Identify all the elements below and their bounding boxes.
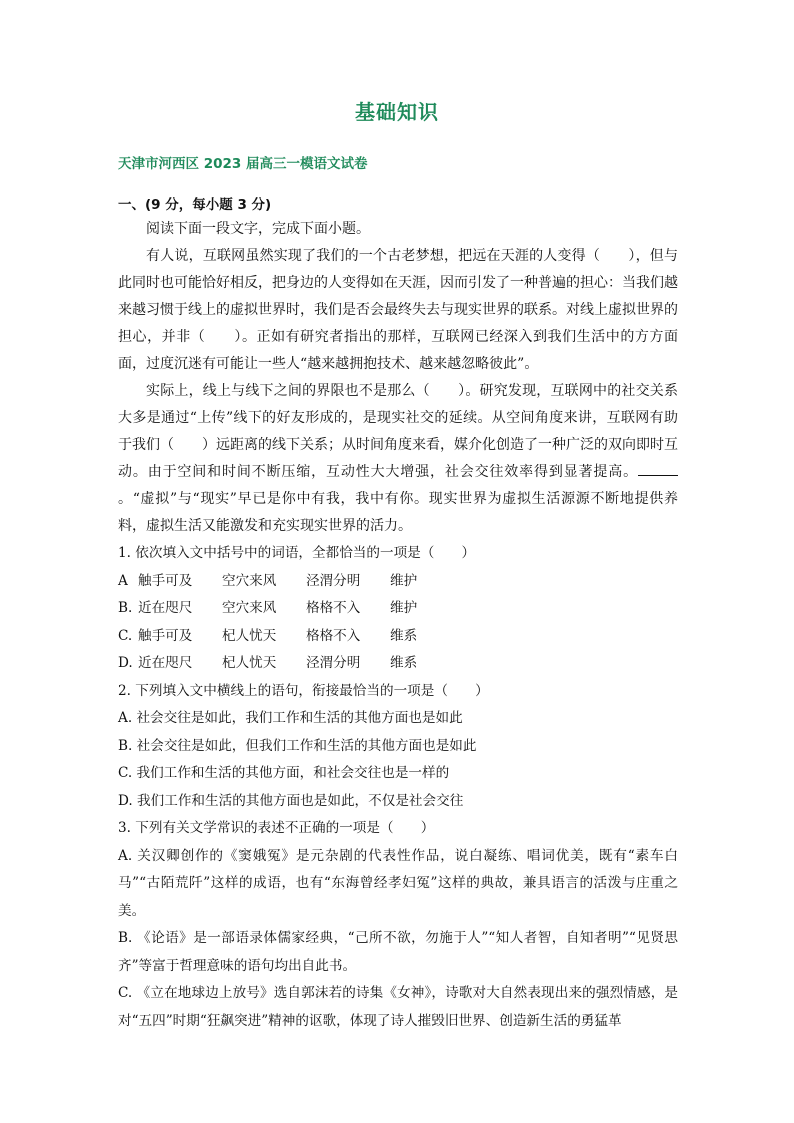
page-title: 基础知识 xyxy=(355,100,439,124)
question-2-option-a: A. 社会交往是如此，我们工作和生活的其他方面也是如此 xyxy=(118,710,463,726)
question-1: 1. 依次填入文中括号中的词语，全都恰当的一项是（ ） xyxy=(118,545,476,561)
passage-paragraph-2 xyxy=(118,378,678,540)
reading-instruction: 阅读下面一段文字，完成下面小题。 xyxy=(146,221,370,237)
question-2-option-d: D. 我们工作和生活的其他方面也是如此，不仅是社会交往 xyxy=(118,792,464,809)
question-3-option-b: B. 《论语》是一部语录体儒家经典，“己所不欲，勿施于人”“知人者智，自知者明”“见贤思齐”等富于哲理意味的语句均出自此书。 xyxy=(118,930,678,974)
passage-paragraph-2-part-2: 。“虚拟”与“现实”早已是你中有我，我中有你。现实世界为虚拟生活源源不断地提供养料，虚拟生活又能激发和充实现实世界的活力。 xyxy=(118,491,678,534)
question-1-option: A 触手可及 空穴来风 泾渭分明 维护 xyxy=(118,572,418,589)
question-1-options xyxy=(118,568,678,678)
question-3-option-c: C. 《立在地球边上放号》选自郭沫若的诗集《女神》，诗歌对大自然表现出来的强烈情感，是对“五四”时期“狂飙突进”精神的讴歌，体现了诗人摧毁旧世界、创造新生活的勇猛革 xyxy=(118,985,678,1029)
question-3: 3. 下列有关文学常识的表述不正确的一项是（ ） xyxy=(118,820,435,836)
fill-in-blank-line xyxy=(638,461,678,476)
question-3-option-a: A. 关汉卿创作的《窦娥冤》是元杂剧的代表性作品，说白凝练、唱词优美，既有“素车白马”“古陌荒阡”这样的成语，也有“东海曾经孝妇冤”这样的典故，兼具语言的活泼与庄重之美。 xyxy=(118,847,678,919)
question-1-option: B. 近在咫尺 空穴来风 格格不入 维护 xyxy=(118,600,418,616)
question-1-option: C. 触手可及 杞人忧天 格格不入 维系 xyxy=(118,627,418,644)
question-2: 2. 下列填入文中横线上的语句，衔接最恰当的一项是（ ） xyxy=(118,682,489,699)
exam-source-title: 天津市河西区 2023 届高三一模语文试卷 xyxy=(118,156,368,172)
question-1-option: D. 近在咫尺 杞人忧天 泾渭分明 维系 xyxy=(118,655,418,671)
question-2-option-b: B. 社会交往是如此，但我们工作和生活的其他方面也是如此 xyxy=(118,737,477,754)
question-2-option-c: C. 我们工作和生活的其他方面，和社会交往也是一样的 xyxy=(118,765,450,781)
section-heading: 一、(9 分，每小题 3 分) xyxy=(118,197,272,213)
passage-paragraph-2-part-1: 实际上，线上与线下之间的界限也不是那么（ ）。研究发现，互联网中的社交关系大多是通过“上传”线下的好友形成的，是现实社交的延续。从空间角度来讲，互联网有助于我们（ ）远距离的线下关系；从时间角度来看，媒介化创造了一种广泛的双向即时互动。由于空间和时间不断压缩，互动性大大增强，社会交往效率得到显著提高。 xyxy=(118,383,678,480)
document-body xyxy=(118,216,678,1035)
passage-paragraph-1: 有人说，互联网虽然实现了我们的一个古老梦想，把远在天涯的人变得（ ），但与此同时也可能恰好相反，把身边的人变得如在天涯，因而引发了一种普遍的担心：当我们越来越习惯于线上的虚拟世界时，我们是否会最终失去与现实世界的联系。对线上虚拟世界的担心，并非（ ）。正如有研究者指出的那样，互联网已经深入到我们生活中的方方面面，过度沉迷有可能让一些人“越来越拥抱技术、越来越忽略彼此”。 xyxy=(118,248,678,372)
